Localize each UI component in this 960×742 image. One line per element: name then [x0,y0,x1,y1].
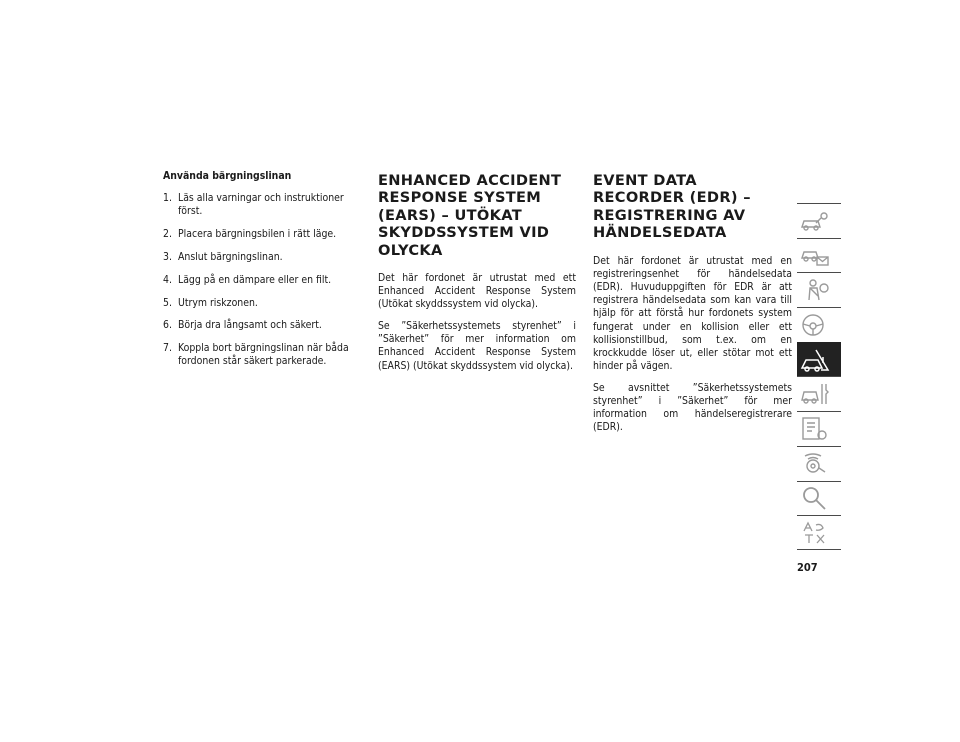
tab-specifications-list[interactable] [797,411,841,446]
section-subheading: Använda bärgningslinan [163,170,292,182]
car-envelope-icon [799,242,831,270]
seatbelt-airbag-icon [799,276,831,304]
tab-car-service-tools[interactable] [797,376,841,411]
languages-icon [799,519,831,547]
paragraph: Se ”Säkerhetssystemets styrenhet” i ”Säkerhet” för mer information om Enhanced Accident Response System (EARS) (Utökat skyddssystem vid olycka). [378,320,576,372]
list-item: 1. Läs alla varningar och instruktioner först. [163,192,344,218]
list-item: 3. Anslut bärgningslinan. [163,251,283,263]
ears-heading: ENHANCED ACCIDENT RESPONSE SYSTEM (EARS) – UTÖKAT SKYDDSSYSTEM VID OLYCKA [378,172,562,259]
right-column [593,170,792,443]
tab-seatbelt-airbag[interactable] [797,272,841,307]
tab-multimedia-radio[interactable] [797,446,841,481]
warning-car-icon [799,346,831,374]
paragraph: Det här fordonet är utrustat med en registreringsenhet för händelsedata (EDR). Huvuduppgiften för EDR är att registrera händelsedata som kan vara till hjälp för att förstå hur fordonets system fungerat under en kollision eller ett kollisionstillbud, som t.ex. om en krockkudde löser ut, eller stötar mot ett hinder på vägen. [593,254,792,373]
tab-car-envelope[interactable] [797,238,841,273]
car-service-tools-icon [799,380,831,408]
tab-warning-car[interactable] [797,342,841,377]
chapter-tabs [797,203,841,550]
search-index-icon [799,484,831,512]
specifications-list-icon [799,415,831,443]
paragraph: Det här fordonet är utrustat med ett Enhanced Accident Response System (Utökat skyddssystem vid olycka). [378,272,576,311]
page-number: 207 [797,561,818,574]
list-item: 6. Börja dra långsamt och säkert. [163,319,322,332]
left-column [163,170,363,378]
list-item: 7. Koppla bort bärgningslinan när båda fordonen står säkert parkerade. [163,342,349,368]
car-key-icon [799,207,831,235]
tab-languages[interactable] [797,515,841,550]
steps-list [163,192,363,368]
list-item: 2. Placera bärgningsbilen i rätt läge. [163,228,337,241]
steering-wheel-icon [799,311,831,339]
paragraph: Se avsnittet ”Säkerhetssystemets styrenhet” i ”Säkerhet” för mer information om händelseregistrerare (EDR). [593,381,792,434]
list-item: 4. Lägg på en dämpare eller en filt. [163,273,332,286]
tab-car-key[interactable] [797,203,841,238]
tab-search-index[interactable] [797,481,841,516]
middle-column [378,170,576,381]
tab-steering-wheel[interactable] [797,307,841,342]
list-item: 5. Utrym riskzonen. [163,296,258,309]
multimedia-radio-icon [799,450,831,478]
edr-heading: EVENT DATA RECORDER (EDR) – REGISTRERING AV HÄNDELSEDATA [593,172,751,242]
